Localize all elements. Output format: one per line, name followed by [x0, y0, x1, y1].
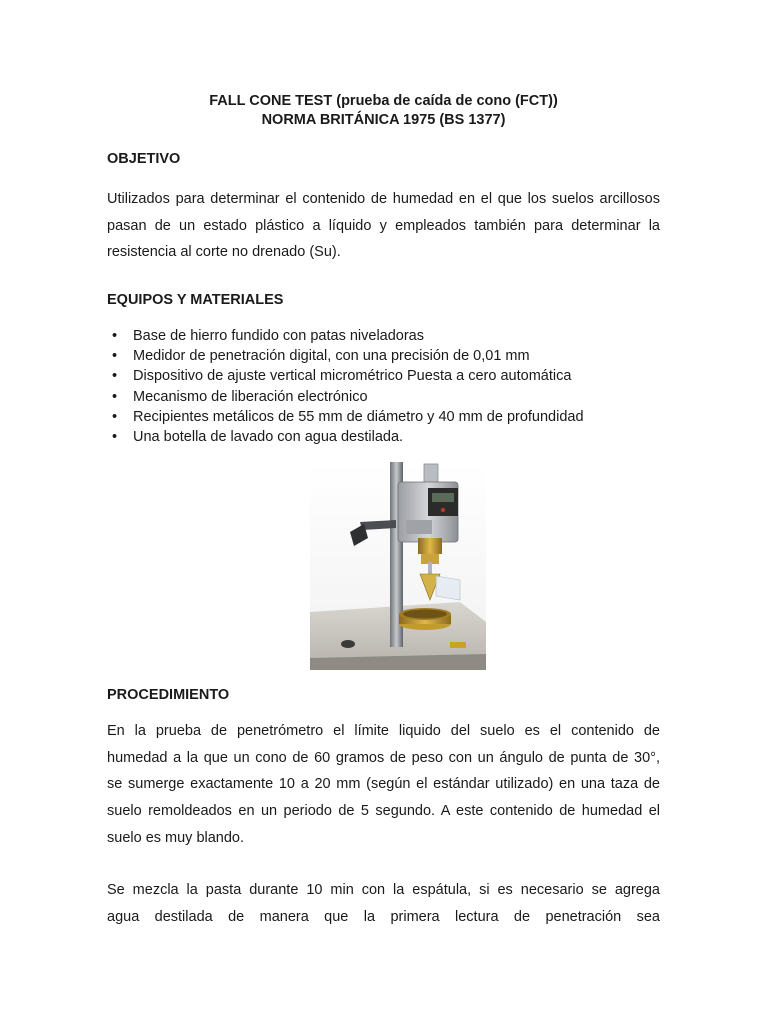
heading-equipos: EQUIPOS Y MATERIALES — [107, 292, 284, 308]
glass-guard — [436, 576, 460, 600]
list-item-text: Medidor de penetración digital, con una precisión de 0,01 mm — [133, 348, 530, 365]
procedimiento-line: suelo es muy blando. — [107, 829, 245, 846]
objetivo-line: Utilizados para determinar el contenido de humedad en el que los suelos arcillosos — [107, 191, 660, 207]
list-item-text: Base de hierro fundido con patas niveladoras — [133, 328, 424, 344]
objetivo-line: pasan de un estado plástico a líquido y empleados también para determinar la — [107, 217, 660, 234]
heading-objetivo: OBJETIVO — [107, 151, 181, 167]
equipment-list — [107, 326, 584, 447]
list-item-text: Una botella de lavado con agua destilada. — [133, 429, 404, 446]
procedimiento-paragraph-2 — [107, 877, 660, 930]
list-item-text: Mecanismo de liberación electrónico — [133, 388, 368, 405]
bullet-icon: • — [112, 368, 118, 385]
procedimiento-line: humedad a la que un cono de 60 gramos de peso con un ángulo de punta de 30°, — [107, 749, 660, 766]
fall-cone-penetrometer-photo — [310, 462, 486, 670]
title-line-1: FALL CONE TEST (prueba de caída de cono (FCT)) — [209, 93, 558, 109]
objetivo-line: resistencia al corte no drenado (Su). — [107, 244, 341, 261]
list-item — [107, 366, 584, 386]
list-item — [107, 427, 584, 447]
bullet-icon: • — [112, 328, 118, 344]
procedimiento-line: Se mezcla la pasta durante 10 min con la espátula, si es necesario se agrega — [107, 882, 660, 898]
list-item-text: Dispositivo de ajuste vertical micrométrico Puesta a cero automática — [133, 368, 572, 385]
procedimiento-paragraph-1 — [107, 718, 660, 852]
list-item — [107, 387, 584, 407]
document-title — [107, 92, 660, 130]
bullet-icon: • — [112, 429, 118, 446]
list-item — [107, 407, 584, 427]
procedimiento-line: suelo remoldeados en un periodo de 5 segundo. A este contenido de humedad el — [107, 803, 660, 820]
procedimiento-line: agua destilada de manera que la primera lectura de penetración sea — [107, 908, 660, 925]
list-item-text: Recipientes metálicos de 55 mm de diámetro y 40 mm de profundidad — [133, 408, 584, 425]
sample-cup — [399, 608, 451, 630]
objetivo-paragraph — [107, 186, 660, 266]
bullet-icon: • — [112, 348, 118, 365]
procedimiento-line: se sumerge exactamente 10 a 20 mm (según el estándar utilizado) en una taza de — [107, 776, 660, 793]
procedimiento-line: En la prueba de penetrómetro el límite liquido del suelo es el contenido de — [107, 723, 660, 739]
title-line-2: NORMA BRITÁNICA 1975 (BS 1377) — [261, 112, 506, 128]
list-item — [107, 326, 584, 346]
heading-procedimiento: PROCEDIMIENTO — [107, 687, 230, 703]
list-item — [107, 346, 584, 366]
bullet-icon: • — [112, 408, 118, 425]
penetrometer-head — [398, 482, 458, 542]
bullet-icon: • — [112, 388, 118, 405]
